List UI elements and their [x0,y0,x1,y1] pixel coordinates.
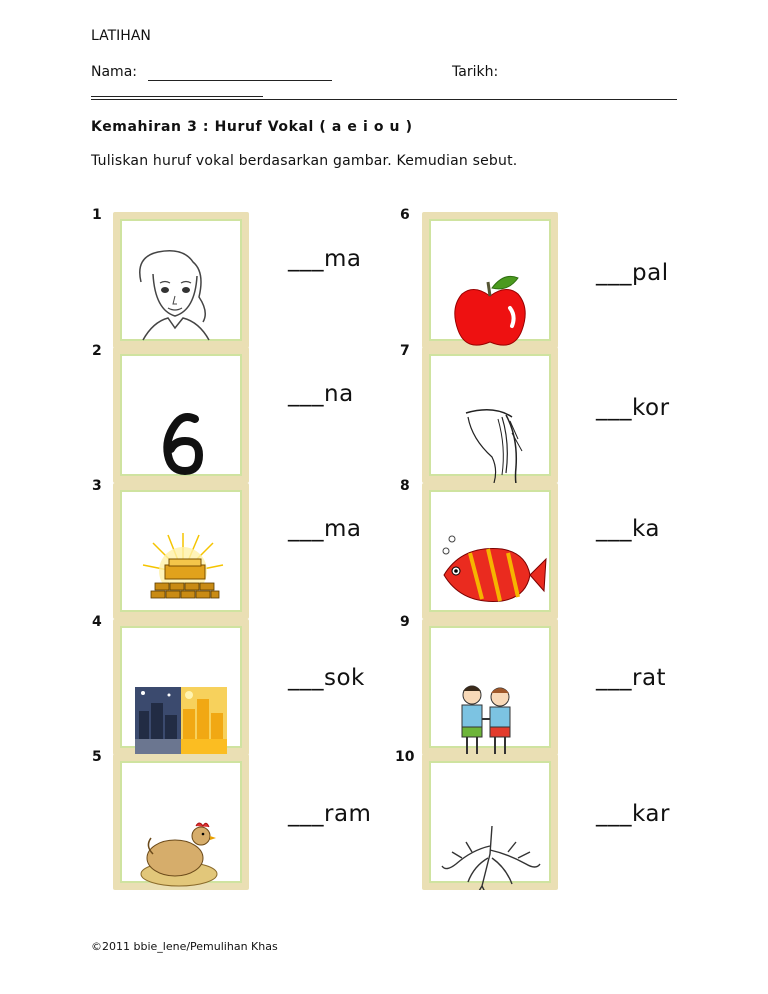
item-number: 8 [400,478,410,494]
item-number: 9 [400,614,410,630]
gold-bars-picture [113,483,249,619]
two-friends-picture [422,619,558,755]
picture-frame [422,212,558,348]
instruction-text: Tuliskan huruf vokal berdasarkan gambar. Kemudian sebut. [91,153,518,169]
red-fish-picture [422,483,558,619]
skill-title: Kemahiran 3 : Huruf Vokal ( a e i o u ) [91,119,413,135]
page-title: LATIHAN [91,28,151,44]
word-blank[interactable]: ___ma [288,246,362,272]
footer-credit: ©2011 bbie_lene/Pemulihan Khas [91,940,278,953]
red-apple-picture [422,212,558,348]
number-six-picture [113,347,249,483]
picture-frame [113,212,249,348]
picture-frame [113,619,249,755]
item-number: 5 [92,749,102,765]
item-number: 6 [400,207,410,223]
night-and-day-city-picture [113,619,249,755]
word-blank[interactable]: ___pal [596,260,669,286]
picture-frame [422,619,558,755]
picture-frame [113,754,249,890]
item-number: 1 [92,207,102,223]
item-number: 2 [92,343,102,359]
word-blank[interactable]: ___na [288,381,354,407]
picture-frame [113,347,249,483]
picture-frame [422,483,558,619]
picture-frame [422,754,558,890]
item-number: 10 [395,749,415,765]
word-blank[interactable]: ___kor [596,395,670,421]
woman-face-picture [113,212,249,348]
item-number: 7 [400,343,410,359]
nama-answer-line[interactable] [148,80,332,81]
word-blank[interactable]: ___ka [596,516,661,542]
picture-frame [422,347,558,483]
item-number: 4 [92,614,102,630]
word-blank[interactable]: ___kar [596,801,670,827]
picture-frame [113,483,249,619]
word-blank[interactable]: ___sok [288,665,365,691]
tree-roots-picture [422,754,558,890]
item-number: 3 [92,478,102,494]
header-divider [91,99,677,100]
tarikh-label: Tarikh: [452,64,499,80]
word-blank[interactable]: ___ram [288,801,372,827]
hen-on-nest-picture [113,754,249,890]
nama-label: Nama: [91,64,137,80]
tarikh-answer-line[interactable] [91,96,263,97]
horse-tail-picture [422,347,558,483]
word-blank[interactable]: ___ma [288,516,362,542]
word-blank[interactable]: ___rat [596,665,667,691]
